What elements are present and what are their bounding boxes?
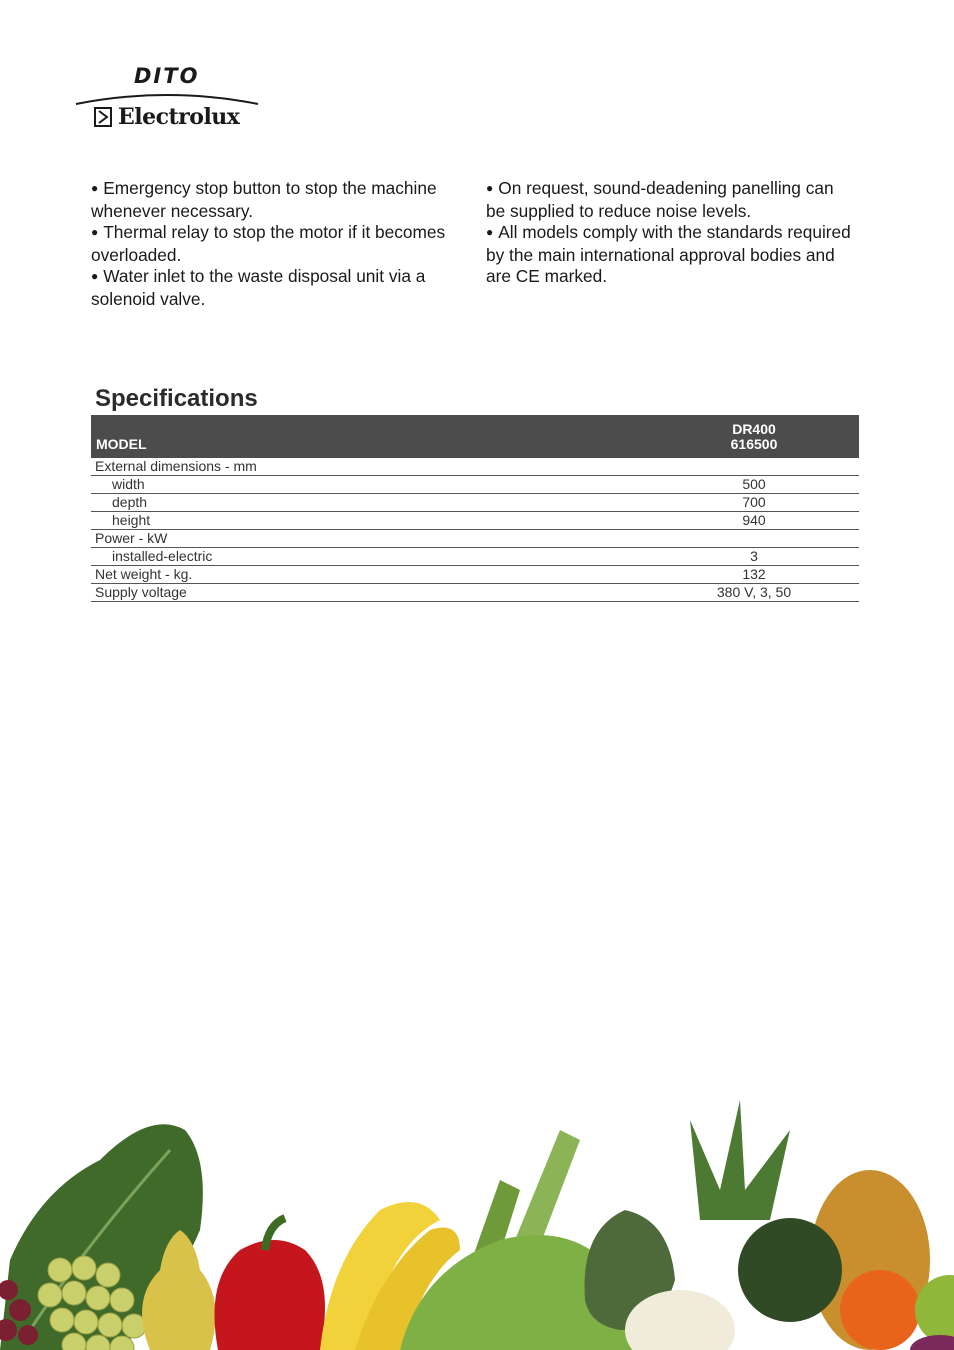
dito-logo-text: DITO <box>134 64 200 88</box>
row-label: Power - kW <box>91 530 649 548</box>
row-value: 380 V, 3, 50 <box>649 584 859 602</box>
bullet-icon: ● <box>486 225 494 239</box>
orange <box>840 1270 920 1350</box>
row-value: 940 <box>649 512 859 530</box>
pineapple-leaves <box>690 1100 790 1220</box>
model-name: DR400 <box>732 421 776 437</box>
row-label: External dimensions - mm <box>91 458 649 476</box>
features-right-column <box>486 178 856 287</box>
row-label: width <box>91 476 649 494</box>
row-value: 132 <box>649 566 859 584</box>
table-row <box>91 494 859 512</box>
row-value <box>649 530 859 548</box>
table-row <box>91 584 859 602</box>
electrolux-emblem-icon <box>94 107 112 127</box>
feature-item: ● Thermal relay to stop the motor if it becomes overloaded. <box>91 222 446 265</box>
model-column-header <box>649 415 859 458</box>
specifications-title: Specifications <box>95 385 258 412</box>
row-label: depth <box>91 494 649 512</box>
red-pepper <box>214 1240 325 1350</box>
model-code: 616500 <box>730 436 778 452</box>
feature-item: ● All models comply with the standards required by the main international approval bodies and are CE marked. <box>486 222 851 286</box>
bullet-icon: ● <box>91 225 99 239</box>
features-left-column <box>91 178 461 310</box>
specifications-table <box>91 415 859 602</box>
electrolux-brand <box>94 104 239 130</box>
table-row <box>91 530 859 548</box>
model-header-label: MODEL <box>91 415 649 458</box>
feature-item: ● On request, sound-deadening panelling can be supplied to reduce noise levels. <box>486 178 834 221</box>
dito-electrolux-logo <box>74 64 264 134</box>
electrolux-wordmark: Electrolux <box>118 104 240 130</box>
table-row <box>91 476 859 494</box>
red-cabbage <box>910 1335 954 1350</box>
row-label: installed-electric <box>91 548 649 566</box>
broccoli <box>738 1218 842 1322</box>
row-value <box>649 458 859 476</box>
table-row <box>91 458 859 476</box>
table-row <box>91 512 859 530</box>
bullet-icon: ● <box>91 269 99 283</box>
row-label: Supply voltage <box>91 584 649 602</box>
row-label: height <box>91 512 649 530</box>
bullet-icon: ● <box>486 181 494 195</box>
row-label: Net weight - kg. <box>91 566 649 584</box>
bullet-icon: ● <box>91 181 99 195</box>
table-header-row <box>91 415 859 458</box>
table-row <box>91 548 859 566</box>
row-value: 500 <box>649 476 859 494</box>
feature-item: ● Water inlet to the waste disposal unit via a solenoid valve. <box>91 266 426 309</box>
table-row <box>91 566 859 584</box>
row-value: 3 <box>649 548 859 566</box>
feature-item: ● Emergency stop button to stop the machine whenever necessary. <box>91 178 437 221</box>
vegetables-fruit-illustration <box>0 1100 954 1350</box>
row-value: 700 <box>649 494 859 512</box>
